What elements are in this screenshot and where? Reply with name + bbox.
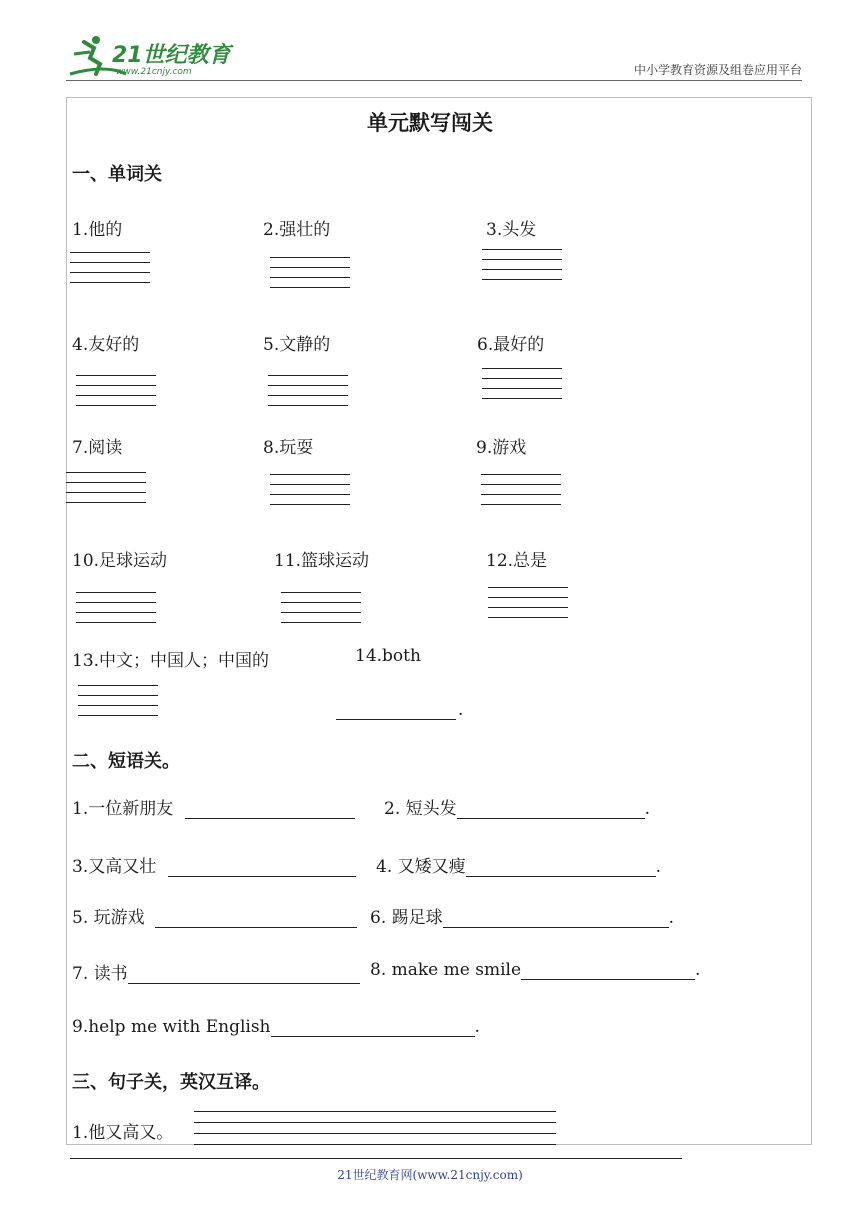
answer-blank-p3[interactable] <box>168 856 356 877</box>
writing-lines-2[interactable] <box>270 257 350 297</box>
phrase-row-1 <box>72 794 355 819</box>
phrase-item-6: 6. 踢足球 <box>370 908 443 928</box>
answer-blank-p1[interactable] <box>185 798 355 819</box>
phrase-item-2: 2. 短头发 <box>384 799 457 819</box>
word-item-10: 10.足球运动 <box>72 551 168 571</box>
logo-runner-icon <box>66 34 236 80</box>
section-words-heading: 一、单词关 <box>72 164 162 185</box>
phrase-item-3: 3.又高又壮 <box>72 857 157 877</box>
word-item-1: 1.他的 <box>72 220 123 240</box>
writing-lines-8[interactable] <box>270 474 350 514</box>
word-item-12: 12.总是 <box>486 551 548 571</box>
end-mark: . <box>474 1017 480 1037</box>
answer-blank-14[interactable] <box>336 701 456 720</box>
word-item-2: 2.强壮的 <box>263 220 331 240</box>
writing-lines-5[interactable] <box>268 375 348 415</box>
page-title: 单元默写闯关 <box>367 111 493 135</box>
phrase-row-7 <box>72 959 360 984</box>
footer-divider <box>70 1158 682 1159</box>
writing-lines-6[interactable] <box>482 368 562 408</box>
end-mark: . <box>655 857 662 877</box>
answer-blank-p9[interactable] <box>271 1016 475 1037</box>
writing-lines-1[interactable] <box>70 252 150 292</box>
header-divider <box>66 80 802 81</box>
writing-lines-13[interactable] <box>78 685 158 725</box>
phrase-row-2 <box>384 794 650 819</box>
word-item-8: 8.玩耍 <box>263 438 314 458</box>
answer-blank-p7[interactable] <box>128 963 360 984</box>
phrase-row-9 <box>72 1016 480 1037</box>
answer-line-14[interactable] <box>336 700 463 720</box>
phrase-row-8 <box>370 959 700 980</box>
section-sentences-heading: 三、句子关，英汉互译。 <box>72 1072 270 1093</box>
content-frame <box>66 97 812 1145</box>
word-item-14: 14.both <box>355 646 421 666</box>
word-item-7: 7.阅读 <box>72 438 123 458</box>
writing-lines-9[interactable] <box>481 474 561 514</box>
svg-text:www.21cnjy.com: www.21cnjy.com <box>116 67 192 77</box>
writing-lines-3[interactable] <box>482 249 562 289</box>
end-mark: . <box>668 908 675 928</box>
phrase-item-8: 8. make me smile <box>370 960 522 980</box>
phrase-item-5: 5. 玩游戏 <box>72 908 145 928</box>
phrase-item-9: 9.help me with English <box>72 1017 271 1037</box>
writing-lines-12[interactable] <box>488 587 568 627</box>
sentence-writing-lines[interactable] <box>194 1111 556 1145</box>
footer-text[interactable]: 21世纪教育网(www.21cnjy.com) <box>337 1168 523 1182</box>
writing-lines-4[interactable] <box>76 375 156 415</box>
phrase-row-6 <box>370 903 674 928</box>
phrase-item-4: 4. 又矮又瘦 <box>376 857 466 877</box>
phrase-item-7: 7. 读书 <box>72 964 128 984</box>
word-item-3: 3.头发 <box>486 220 537 240</box>
end-mark: . <box>644 799 651 819</box>
section-phrases-heading: 二、短语关。 <box>72 751 180 772</box>
writing-lines-11[interactable] <box>281 592 361 632</box>
word-item-13: 13.中文；中国人；中国的 <box>72 651 270 671</box>
phrase-item-1: 1.一位新朋友 <box>72 799 174 819</box>
answer-blank-p8[interactable] <box>521 959 695 980</box>
word-item-11: 11.篮球运动 <box>274 551 370 571</box>
phrase-row-4 <box>376 852 661 877</box>
word-item-9: 9.游戏 <box>476 438 527 458</box>
answer-blank-p2[interactable] <box>457 798 645 819</box>
answer-blank-p6[interactable] <box>443 907 669 928</box>
platform-text: 中小学教育资源及组卷应用平台 <box>633 63 802 77</box>
phrase-row-5 <box>72 903 357 928</box>
word-item-6: 6.最好的 <box>477 335 545 355</box>
word-item-4: 4.友好的 <box>72 335 140 355</box>
logo <box>66 34 236 80</box>
answer-blank-p4[interactable] <box>466 856 656 877</box>
sentence-item-1: 1.他又高又。 <box>72 1123 174 1143</box>
word-item-5: 5.文静的 <box>263 335 331 355</box>
writing-lines-7[interactable] <box>66 472 146 512</box>
answer-blank-p5[interactable] <box>155 907 357 928</box>
end-mark: . <box>695 960 701 980</box>
writing-lines-10[interactable] <box>76 592 156 632</box>
end-mark: . <box>458 700 464 720</box>
phrase-row-3 <box>72 852 356 877</box>
svg-text:21世纪教育: 21世纪教育 <box>112 43 231 68</box>
